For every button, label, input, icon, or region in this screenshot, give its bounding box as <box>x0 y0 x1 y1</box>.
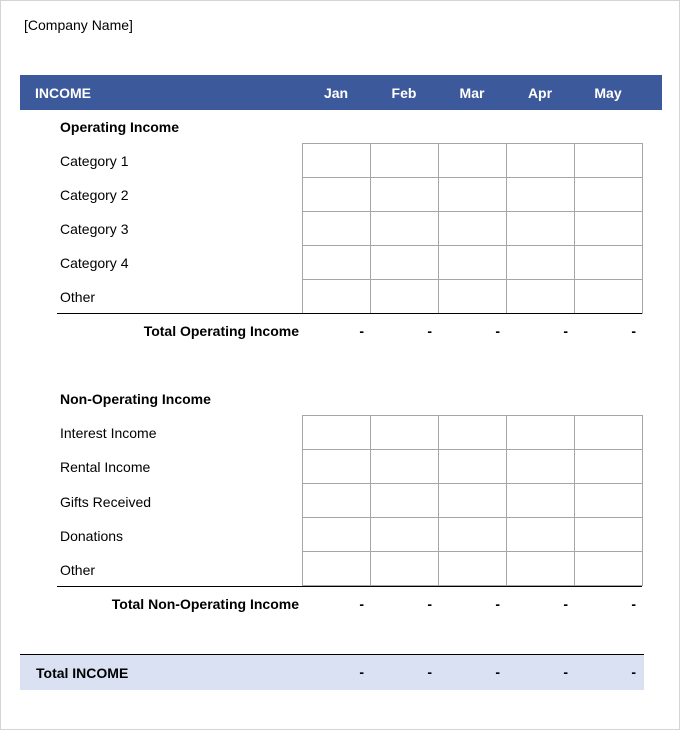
entry-cell[interactable] <box>507 246 575 279</box>
income-header-bar <box>20 75 662 110</box>
non-operating-total-feb: - <box>427 596 432 612</box>
table-row <box>303 484 643 518</box>
non-operating-total-label: Total Non-Operating Income <box>111 596 299 612</box>
grand-total-may: - <box>631 664 636 680</box>
entry-cell[interactable] <box>303 246 371 279</box>
operating-total-label: Total Operating Income <box>143 323 299 339</box>
month-header-apr: Apr <box>527 85 553 101</box>
entry-cell[interactable] <box>507 144 575 177</box>
entry-cell[interactable] <box>439 484 507 517</box>
entry-cell[interactable] <box>439 212 507 245</box>
entry-cell[interactable] <box>303 212 371 245</box>
grand-total-mar: - <box>495 664 500 680</box>
entry-cell[interactable] <box>303 416 371 449</box>
month-header-may: May <box>594 85 622 101</box>
operating-row-label: Other <box>60 289 96 305</box>
entry-cell[interactable] <box>303 552 371 585</box>
entry-cell[interactable] <box>439 552 507 585</box>
operating-total-mar: - <box>495 323 500 339</box>
entry-cell[interactable] <box>303 280 371 313</box>
month-header-mar: Mar <box>459 85 485 101</box>
non-operating-total-apr: - <box>563 596 568 612</box>
entry-cell[interactable] <box>371 280 439 313</box>
month-header-feb: Feb <box>391 85 417 101</box>
entry-cell[interactable] <box>439 178 507 211</box>
grand-total-label: Total INCOME <box>36 665 129 681</box>
entry-cell[interactable] <box>303 450 371 483</box>
entry-cell[interactable] <box>507 416 575 449</box>
entry-cell[interactable] <box>575 450 643 483</box>
entry-cell[interactable] <box>575 552 643 585</box>
entry-cell[interactable] <box>575 484 643 517</box>
operating-total-jan: - <box>359 323 364 339</box>
operating-total-rule <box>57 313 642 314</box>
table-row <box>303 178 643 212</box>
entry-cell[interactable] <box>371 246 439 279</box>
entry-cell[interactable] <box>303 484 371 517</box>
entry-cell[interactable] <box>507 450 575 483</box>
table-row <box>303 280 643 314</box>
entry-cell[interactable] <box>575 212 643 245</box>
non-operating-row-label: Donations <box>60 528 124 544</box>
entry-cell[interactable] <box>575 518 643 551</box>
operating-entry-grid <box>302 143 643 314</box>
operating-total-may: - <box>631 323 636 339</box>
table-row <box>303 416 643 450</box>
table-row <box>303 246 643 280</box>
entry-cell[interactable] <box>507 552 575 585</box>
non-operating-row-label: Rental Income <box>60 459 151 475</box>
entry-cell[interactable] <box>371 484 439 517</box>
entry-cell[interactable] <box>303 144 371 177</box>
entry-cell[interactable] <box>439 280 507 313</box>
entry-cell[interactable] <box>575 178 643 211</box>
entry-cell[interactable] <box>303 518 371 551</box>
operating-total-apr: - <box>563 323 568 339</box>
entry-cell[interactable] <box>507 212 575 245</box>
non-operating-row-label: Other <box>60 562 96 578</box>
operating-row-label: Category 3 <box>60 221 129 237</box>
non-operating-total-jan: - <box>359 596 364 612</box>
grand-total-apr: - <box>563 664 568 680</box>
income-header-title: INCOME <box>35 85 91 101</box>
table-row <box>303 144 643 178</box>
entry-cell[interactable] <box>507 178 575 211</box>
non-operating-total-rule <box>57 586 642 587</box>
entry-cell[interactable] <box>507 280 575 313</box>
non-operating-total-may: - <box>631 596 636 612</box>
entry-cell[interactable] <box>439 416 507 449</box>
entry-cell[interactable] <box>371 518 439 551</box>
non-operating-row-label: Gifts Received <box>60 494 152 510</box>
entry-cell[interactable] <box>371 552 439 585</box>
entry-cell[interactable] <box>371 178 439 211</box>
table-row <box>303 552 643 586</box>
entry-cell[interactable] <box>439 518 507 551</box>
entry-cell[interactable] <box>371 450 439 483</box>
month-header-jan: Jan <box>323 85 349 101</box>
entry-cell[interactable] <box>507 484 575 517</box>
table-row <box>303 450 643 484</box>
entry-cell[interactable] <box>439 450 507 483</box>
operating-row-label: Category 2 <box>60 187 129 203</box>
entry-cell[interactable] <box>575 280 643 313</box>
table-row <box>303 518 643 552</box>
grand-total-jan: - <box>359 664 364 680</box>
entry-cell[interactable] <box>507 518 575 551</box>
company-name: [Company Name] <box>24 17 133 33</box>
grand-total-feb: - <box>427 664 432 680</box>
entry-cell[interactable] <box>371 212 439 245</box>
operating-income-title: Operating Income <box>60 119 180 135</box>
entry-cell[interactable] <box>575 144 643 177</box>
entry-cell[interactable] <box>439 144 507 177</box>
operating-row-label: Category 1 <box>60 153 129 169</box>
entry-cell[interactable] <box>575 246 643 279</box>
entry-cell[interactable] <box>371 416 439 449</box>
non-operating-total-mar: - <box>495 596 500 612</box>
non-operating-entry-grid <box>302 415 643 586</box>
non-operating-row-label: Interest Income <box>60 425 157 441</box>
entry-cell[interactable] <box>439 246 507 279</box>
entry-cell[interactable] <box>303 178 371 211</box>
entry-cell[interactable] <box>575 416 643 449</box>
entry-cell[interactable] <box>371 144 439 177</box>
non-operating-income-title: Non-Operating Income <box>60 391 211 407</box>
operating-total-feb: - <box>427 323 432 339</box>
operating-row-label: Category 4 <box>60 255 129 271</box>
table-row <box>303 212 643 246</box>
